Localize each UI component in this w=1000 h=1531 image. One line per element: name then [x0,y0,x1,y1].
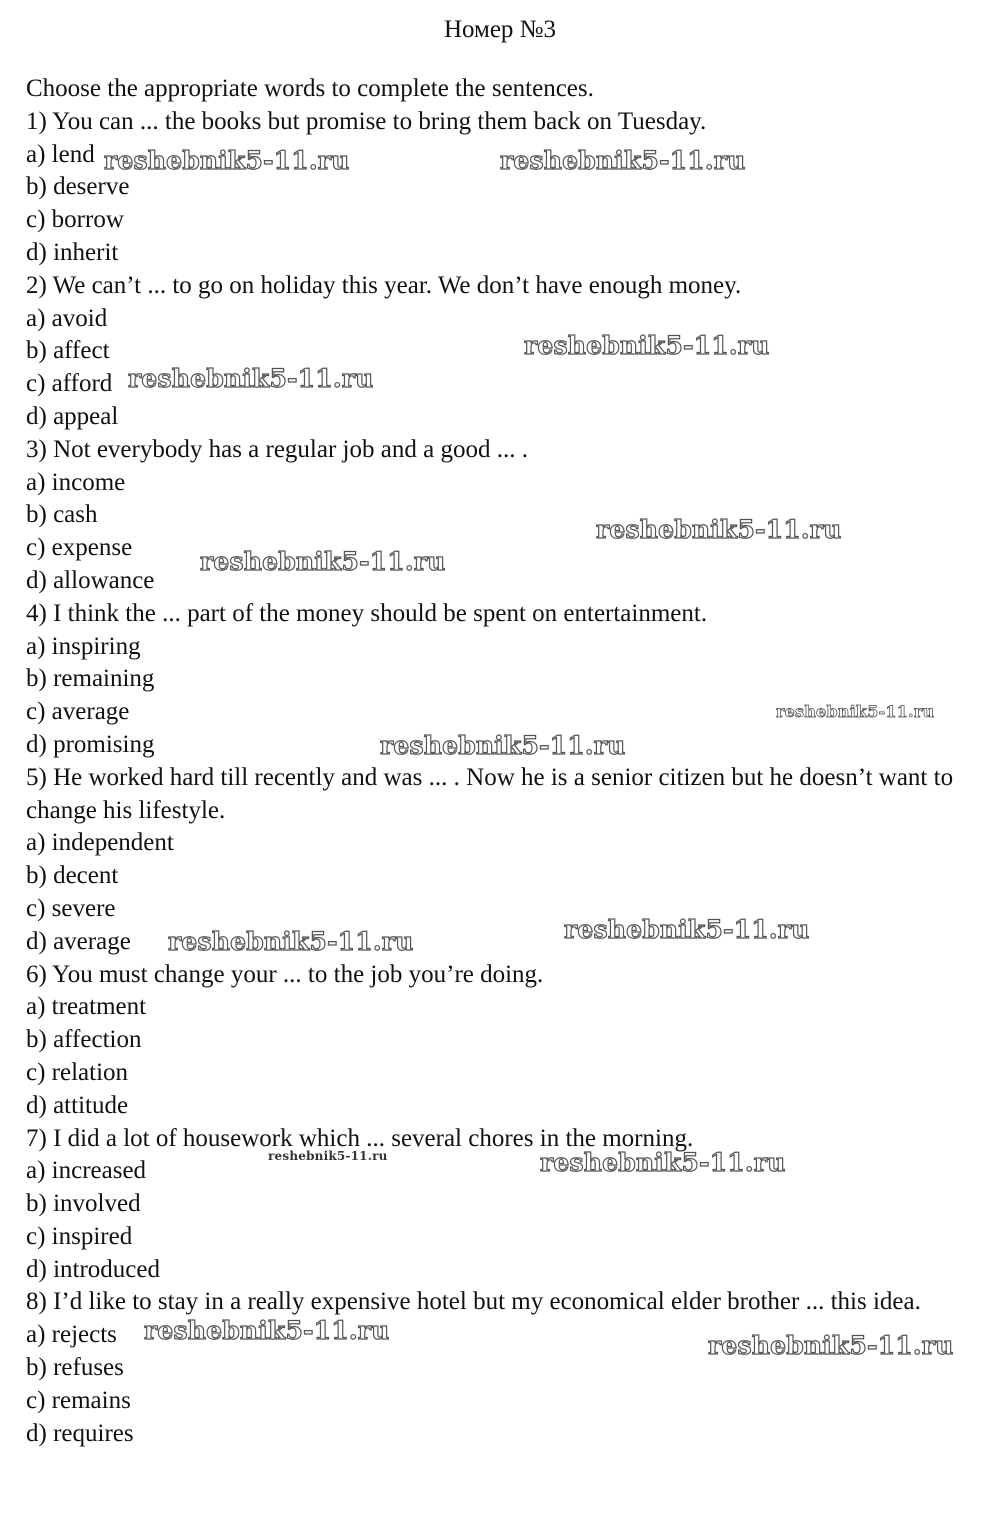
question-text: 6) You must change your ... to the job you’re doing. [26,960,544,988]
watermark: reshebnik5-11.ru [200,547,446,576]
option-d: d) allowance [26,566,155,594]
watermark: reshebnik5-11.ru [500,146,746,175]
option-b: b) affection [26,1026,142,1054]
option-d: d) requires [26,1419,134,1447]
option-c: c) severe [26,894,116,922]
watermark: reshebnik5-11.ru [708,1331,954,1360]
option-a: a) independent [26,829,174,857]
option-d: d) introduced [26,1255,160,1283]
option-b: b) involved [26,1190,141,1218]
option-d: d) promising [26,730,155,758]
question-7 [26,1123,976,1287]
question-text: 1) You can ... the books but promise to bring them back on Tuesday. [26,107,707,135]
option-d: d) appeal [26,402,119,430]
watermark: reshebnik5-11.ru [128,364,374,393]
question-text: 4) I think the ... part of the money should be spent on entertainment. [26,599,708,627]
question-8 [26,1286,976,1450]
watermark: reshebnik5-11.ru [168,927,414,956]
watermark: reshebnik5-11.ru [564,915,810,944]
option-a: a) avoid [26,304,108,332]
option-b: b) deserve [26,173,130,201]
question-text: 7) I did a lot of housework which ... several chores in the morning. [26,1124,694,1152]
option-c: c) inspired [26,1222,133,1250]
option-b: b) remaining [26,665,155,693]
option-c: c) average [26,698,130,726]
option-a: a) increased [26,1157,147,1185]
watermark: reshebnik5-11.ru [144,1316,390,1345]
option-a: a) inspiring [26,632,141,660]
option-b: b) cash [26,501,98,529]
question-2 [26,270,976,434]
exercise-content [26,73,976,1450]
question-text: 8) I’d like to stay in a really expensive hotel but my economical elder brother ... this idea. [26,1288,921,1316]
option-c: c) relation [26,1058,129,1086]
question-text: 3) Not everybody has a regular job and a good ... . [26,435,528,463]
watermark: reshebnik5-11.ru [540,1148,786,1177]
option-c: c) afford [26,370,113,398]
option-c: c) remains [26,1386,131,1414]
option-b: b) decent [26,862,119,890]
option-a: a) rejects [26,1321,117,1349]
option-d: d) inherit [26,238,119,266]
option-d: d) attitude [26,1091,129,1119]
option-b: b) affect [26,337,110,365]
option-c: c) expense [26,534,133,562]
question-6 [26,959,976,1123]
page-title: Номер №3 [443,16,557,43]
question-text: 5) He worked hard till recently and was ... . Now he is a senior citizen but he doesn’t want to change his lifestyle. [26,763,954,824]
option-c: c) borrow [26,206,124,234]
option-d: d) average [26,927,131,955]
option-b: b) refuses [26,1354,124,1382]
question-1 [26,106,976,270]
watermark: reshebnik5-11.ru [776,702,935,721]
instruction: Choose the appropriate words to complete the sentences. [26,75,594,102]
watermark: reshebnik5-11.ru [268,1149,388,1163]
watermark: reshebnik5-11.ru [596,515,842,544]
option-a: a) treatment [26,993,147,1021]
watermark: reshebnik5-11.ru [524,331,770,360]
option-a: a) income [26,468,126,496]
option-a: a) lend [26,140,95,168]
question-text: 2) We can’t ... to go on holiday this year. We don’t have enough money. [26,271,742,299]
watermark: reshebnik5-11.ru [380,731,626,760]
watermark: reshebnik5-11.ru [104,146,350,175]
